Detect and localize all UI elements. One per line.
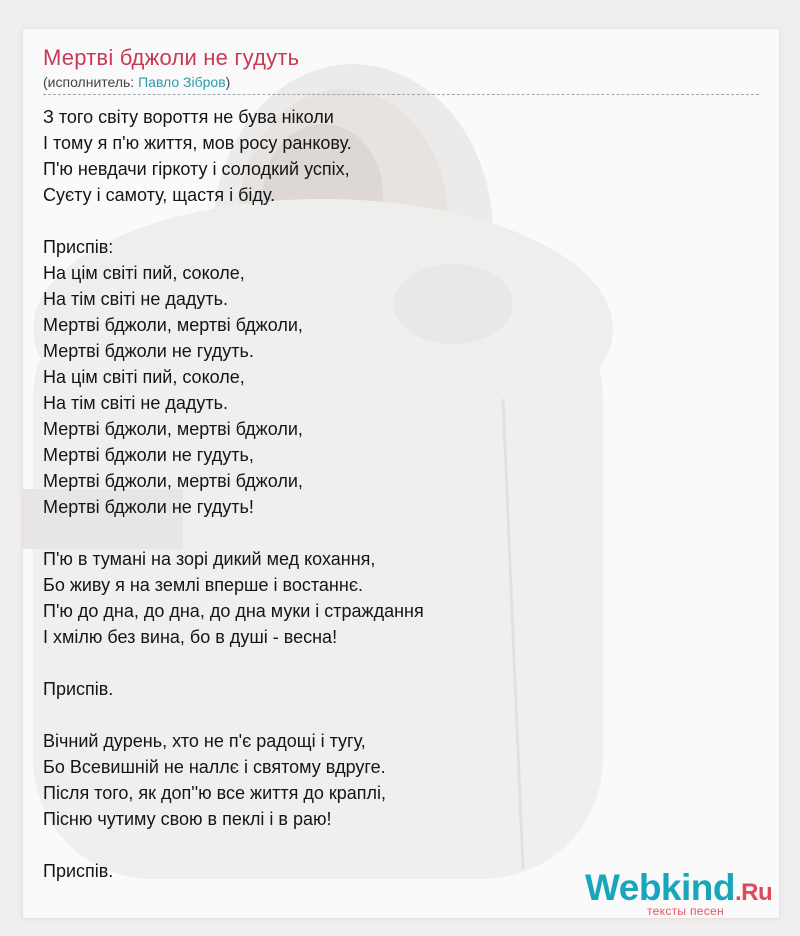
logo-tld: .Ru xyxy=(735,879,773,906)
lyric-line: Приспів. xyxy=(43,861,114,881)
artist-prefix: (исполнитель: xyxy=(43,74,139,90)
lyric-line: І тому я п'ю життя, мов росу ранкову. xyxy=(43,133,352,153)
lyric-line: На цім світі пий, соколе, xyxy=(43,263,245,283)
artist-suffix: ) xyxy=(225,74,231,90)
lyric-line: З того світу вороття не бува ніколи xyxy=(43,107,334,127)
lyric-line: На тім світі не дадуть. xyxy=(43,393,229,413)
webkind-logo[interactable] xyxy=(585,867,775,917)
lyric-line: Бо живу я на землі вперше і востаннє. xyxy=(43,575,364,595)
artist-link[interactable]: Павло Зібров xyxy=(138,74,226,90)
lyric-line xyxy=(43,832,424,858)
lyric-line: Вічний дурень, хто не п'є радощі і тугу, xyxy=(43,731,366,751)
lyrics-text xyxy=(43,104,424,884)
lyric-line: Після того, як доп''ю все життя до краплі, xyxy=(43,783,387,803)
lyric-line: Мертві бджоли не гудуть, xyxy=(43,445,254,465)
lyric-line: На цім світі пий, соколе, xyxy=(43,367,245,387)
lyric-line: Приспів: xyxy=(43,237,114,257)
lyric-line: Пісню чутиму свою в пеклі і в раю! xyxy=(43,809,332,829)
lyric-line: На тім світі не дадуть. xyxy=(43,289,229,309)
logo-tagline: тексты песен xyxy=(647,904,724,918)
lyric-line: Мертві бджоли, мертві бджоли, xyxy=(43,419,303,439)
lyric-line xyxy=(43,650,424,676)
artist-credit xyxy=(43,74,230,90)
logo-name: Webkind xyxy=(585,867,735,908)
lyric-line: Суєту і самоту, щастя і біду. xyxy=(43,185,276,205)
lyric-line xyxy=(43,702,424,728)
lyrics-card xyxy=(22,28,780,919)
lyric-line: Приспів. xyxy=(43,679,114,699)
title-divider xyxy=(43,94,759,95)
song-title: Мертві бджоли не гудуть xyxy=(43,45,300,70)
lyric-line: Бо Всевишній не наллє і святому вдруге. xyxy=(43,757,386,777)
lyric-line: Мертві бджоли, мертві бджоли, xyxy=(43,315,303,335)
lyric-line: П'ю в тумані на зорі дикий мед кохання, xyxy=(43,549,376,569)
lyric-line: П'ю до дна, до дна, до дна муки і страждання xyxy=(43,601,424,621)
lyric-line: Мертві бджоли не гудуть. xyxy=(43,341,254,361)
lyric-line: І хмілю без вина, бо в душі - весна! xyxy=(43,627,338,647)
lyric-line xyxy=(43,520,424,546)
lyric-line: Мертві бджоли не гудуть! xyxy=(43,497,254,517)
lyric-line: П'ю невдачи гіркоту і солодкий успіх, xyxy=(43,159,350,179)
lyric-line xyxy=(43,208,424,234)
lyric-line: Мертві бджоли, мертві бджоли, xyxy=(43,471,303,491)
